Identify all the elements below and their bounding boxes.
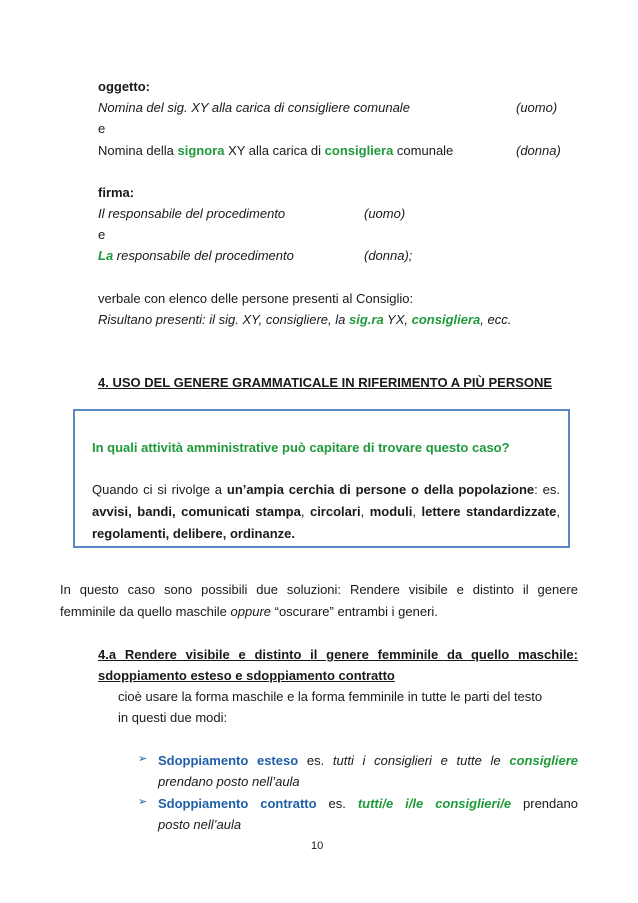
intro-line-2: [60, 603, 438, 620]
subsection-4a-desc-2: in questi due modi:: [118, 710, 228, 725]
text-segment: comunale: [393, 143, 454, 158]
highlight-consigliere: consigliere: [509, 753, 578, 768]
highlight-consiglierie: consiglieri/e: [435, 796, 512, 811]
bullet-arrow-icon: ➢: [138, 753, 148, 765]
highlight-la: La: [98, 248, 114, 263]
text-segment: , ecc.: [480, 312, 512, 327]
text-segment: avvisi, bandi, comunicati stampa: [92, 504, 301, 519]
firma-male-line: Il responsabile del procedimento: [98, 206, 286, 221]
highlight-consigliera: consigliera: [324, 143, 394, 158]
text-segment: tutti i consiglieri e tutte le: [332, 753, 510, 768]
text-segment: ,: [300, 504, 310, 519]
text-segment: Nomina della: [98, 143, 178, 158]
text-segment: YX,: [383, 312, 412, 327]
intro-oppure: oppure: [230, 604, 272, 619]
oggetto-or: e: [98, 121, 106, 136]
subsection-4a-desc-1: cioè usare la forma maschile e la forma femminile in tutte le parti del testo: [118, 689, 543, 704]
box-line-3: regolamenti, delibere, ordinanze.: [92, 526, 295, 541]
text-segment: es.: [298, 753, 333, 768]
firma-female-line: [98, 247, 294, 264]
section-4-title: 4. USO DEL GENERE GRAMMATICALE IN RIFERIMENTO A PIÙ PERSONE: [98, 375, 553, 390]
oggetto-male-line: Nomina del sig. XY alla carica di consigliere comunale: [98, 100, 410, 115]
text-segment: prendano: [511, 796, 578, 811]
text-segment: : es.: [534, 482, 560, 497]
text-segment: responsabile del procedimento: [113, 248, 294, 263]
text-segment: circolari: [309, 504, 361, 519]
highlight-ile: i/le: [405, 796, 424, 811]
highlight-consigliera: consigliera: [411, 312, 481, 327]
box-line-2: [92, 503, 560, 520]
text-segment: femminile da quello maschile: [60, 604, 231, 619]
oggetto-male-tag: (uomo): [516, 100, 558, 115]
box-line-1: [92, 481, 560, 498]
bullet-1-line-2: prendano posto nell’aula: [158, 774, 300, 789]
oggetto-female-line: [98, 142, 453, 159]
text-segment: “oscurare” entrambi i generi.: [271, 604, 438, 619]
text-segment: ,: [412, 504, 422, 519]
text-segment: Risultano presenti: il sig. XY, consigliere, la: [98, 312, 349, 327]
oggetto-female-tag: (donna): [516, 143, 561, 158]
box-question: In quali attività amministrative può capitare di trovare questo caso?: [92, 440, 510, 455]
subsection-4a-title: 4.a Rendere visibile e distinto il genere femminile da quello maschile:: [98, 647, 578, 662]
firma-male-tag: (uomo): [364, 206, 406, 221]
firma-heading: firma:: [98, 185, 135, 200]
text-segment: Quando ci si rivolge a: [92, 482, 227, 497]
text-segment: es.: [316, 796, 358, 811]
firma-female-tag: (donna);: [364, 248, 413, 263]
text-segment: ,: [360, 504, 370, 519]
box-emphasis: un’ampia cerchia di persone o della popolazione: [226, 482, 535, 497]
bullet-2-label: Sdoppiamento contratto: [158, 796, 317, 811]
page-number: 10: [311, 840, 324, 852]
highlight-tuttie: tutti/e: [357, 796, 394, 811]
text-segment: ,: [556, 504, 560, 519]
highlight-signora: signora: [177, 143, 225, 158]
bullet-1-label: Sdoppiamento esteso: [158, 753, 299, 768]
highlight-sigra: sig.ra: [348, 312, 384, 327]
text-segment: moduli: [369, 504, 413, 519]
verbale-intro: verbale con elenco delle persone presenti al Consiglio:: [98, 291, 414, 306]
subsection-4a-subtitle: sdoppiamento esteso e sdoppiamento contratto: [98, 668, 395, 683]
bullet-1-line-1: [158, 752, 578, 769]
bullet-2-line-2: posto nell’aula: [158, 817, 242, 832]
firma-or: e: [98, 227, 106, 242]
bullet-2-line-1: [158, 795, 578, 812]
verbale-example: [98, 311, 511, 328]
bullet-arrow-icon: ➢: [138, 796, 148, 808]
text-segment: lettere standardizzate: [421, 504, 557, 519]
text-segment: XY alla carica di: [224, 143, 325, 158]
intro-line-1: In questo caso sono possibili due soluzioni: Rendere visibile e distinto il genere: [60, 582, 578, 597]
oggetto-heading: oggetto:: [98, 79, 150, 94]
